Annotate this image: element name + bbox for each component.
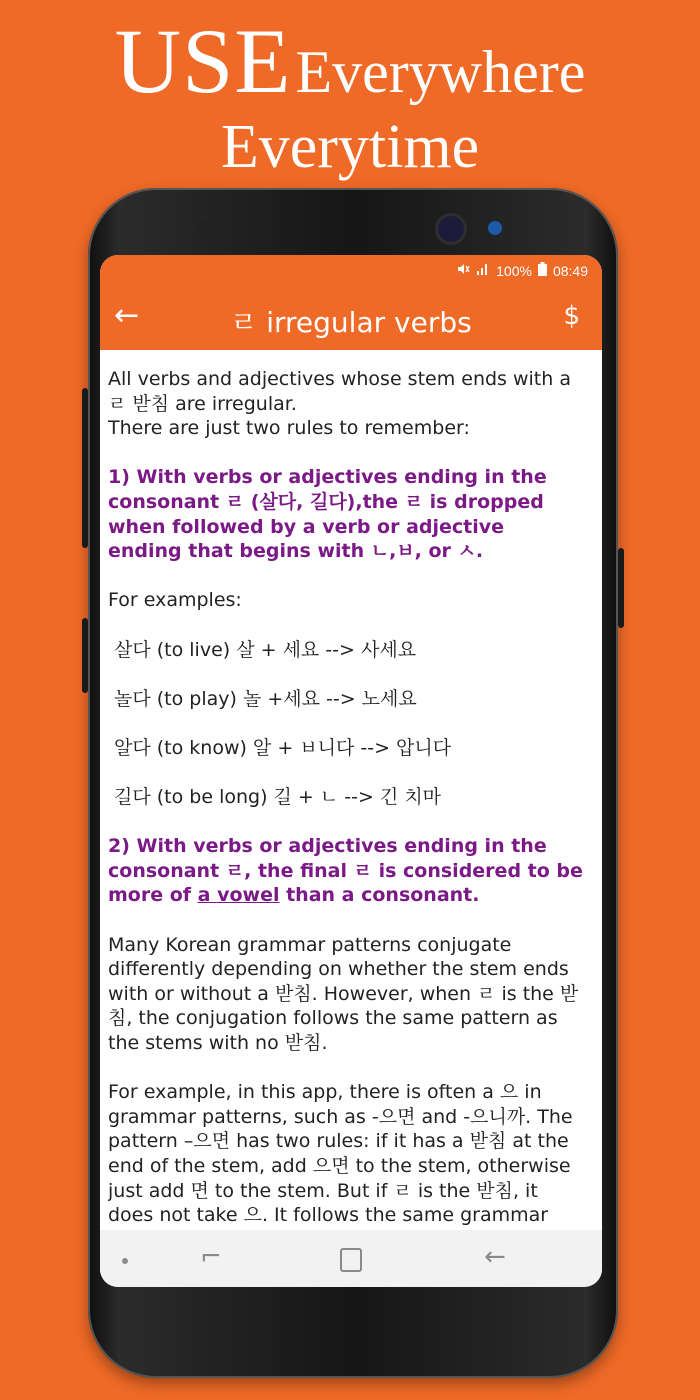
clock: 08:49 bbox=[552, 262, 588, 279]
phone-volume-button bbox=[82, 388, 88, 548]
iris-sensor-icon bbox=[488, 221, 502, 235]
sensor-icon bbox=[194, 220, 212, 238]
battery-icon bbox=[538, 262, 547, 279]
front-camera-icon bbox=[438, 216, 464, 242]
home-icon[interactable] bbox=[340, 1248, 362, 1272]
system-nav-bar bbox=[100, 1230, 602, 1287]
rule-2 bbox=[108, 834, 584, 908]
recent-apps-icon[interactable]: ⌐ bbox=[200, 1242, 222, 1272]
example-item: 알다 (to know) 알 + ㅂ니다 --> 압니다 bbox=[114, 736, 452, 759]
battery-percent: 100% bbox=[496, 262, 532, 279]
rule-2-text-a: 2) With verbs or adjectives ending in the consonant ㄹ, the final ㄹ is considered to be more of bbox=[108, 835, 583, 907]
examples-heading: For examples: bbox=[108, 589, 242, 612]
intro-text-1: All verbs and adjectives whose stem ends with a ㄹ 받침 are irregular. bbox=[108, 368, 571, 415]
rule-2-text-b: than a consonant. bbox=[279, 884, 480, 907]
mute-icon bbox=[456, 262, 470, 279]
lesson-content bbox=[108, 367, 584, 1225]
intro-text-2: There are just two rules to remember: bbox=[108, 417, 470, 440]
phone-screen bbox=[100, 255, 602, 1287]
status-bar bbox=[100, 255, 602, 285]
page-title: ㄹ irregular verbs bbox=[230, 306, 472, 339]
paragraph-example: For example, in this app, there is often a 으 in grammar patterns, such as -으면 and -으니까. The pattern –으면 has two rules: if it has a 받침 at the end of the stem, add 으면 to the stem, otherwise just add 면 to the stem. But if ㄹ is the 받침, it does not take 으. It follows the same grammar bbox=[108, 1081, 573, 1225]
signal-icon bbox=[476, 262, 490, 279]
phone-bixby-button bbox=[82, 618, 88, 693]
example-item: 길다 (to be long) 길 + ㄴ --> 긴 치마 bbox=[114, 786, 442, 809]
example-item: 살다 (to live) 살 + 세요 --> 사세요 bbox=[114, 638, 417, 661]
dollar-icon[interactable]: $ bbox=[563, 301, 580, 331]
app-bar bbox=[100, 285, 602, 350]
nav-back-icon[interactable]: ← bbox=[484, 1242, 506, 1272]
back-arrow-icon[interactable]: ← bbox=[114, 298, 140, 333]
paragraph-batchim: Many Korean grammar patterns conjugate differently depending on whether the stem ends with or without a 받침. However, when ㄹ is the 받침, the conjugation follows the same pattern as the stems with no 받침. bbox=[108, 933, 579, 1055]
phone-power-button bbox=[618, 548, 624, 628]
vowel-link[interactable]: a vowel bbox=[197, 884, 280, 907]
promo-line-1 bbox=[0, 8, 700, 114]
nav-dot-icon bbox=[122, 1258, 128, 1264]
promo-word-everywhere: Everywhere bbox=[295, 39, 586, 105]
example-item: 놀다 (to play) 놀 +세요 --> 노세요 bbox=[114, 687, 417, 710]
promo-word-everytime: Everytime bbox=[220, 113, 480, 181]
promo-word-use: USE bbox=[114, 10, 292, 112]
rule-1: 1) With verbs or adjectives ending in the consonant ㄹ (살다, 길다),the ㄹ is dropped when followed by a verb or adjective ending that begins with ㄴ,ㅂ, or ㅅ. bbox=[108, 466, 547, 563]
